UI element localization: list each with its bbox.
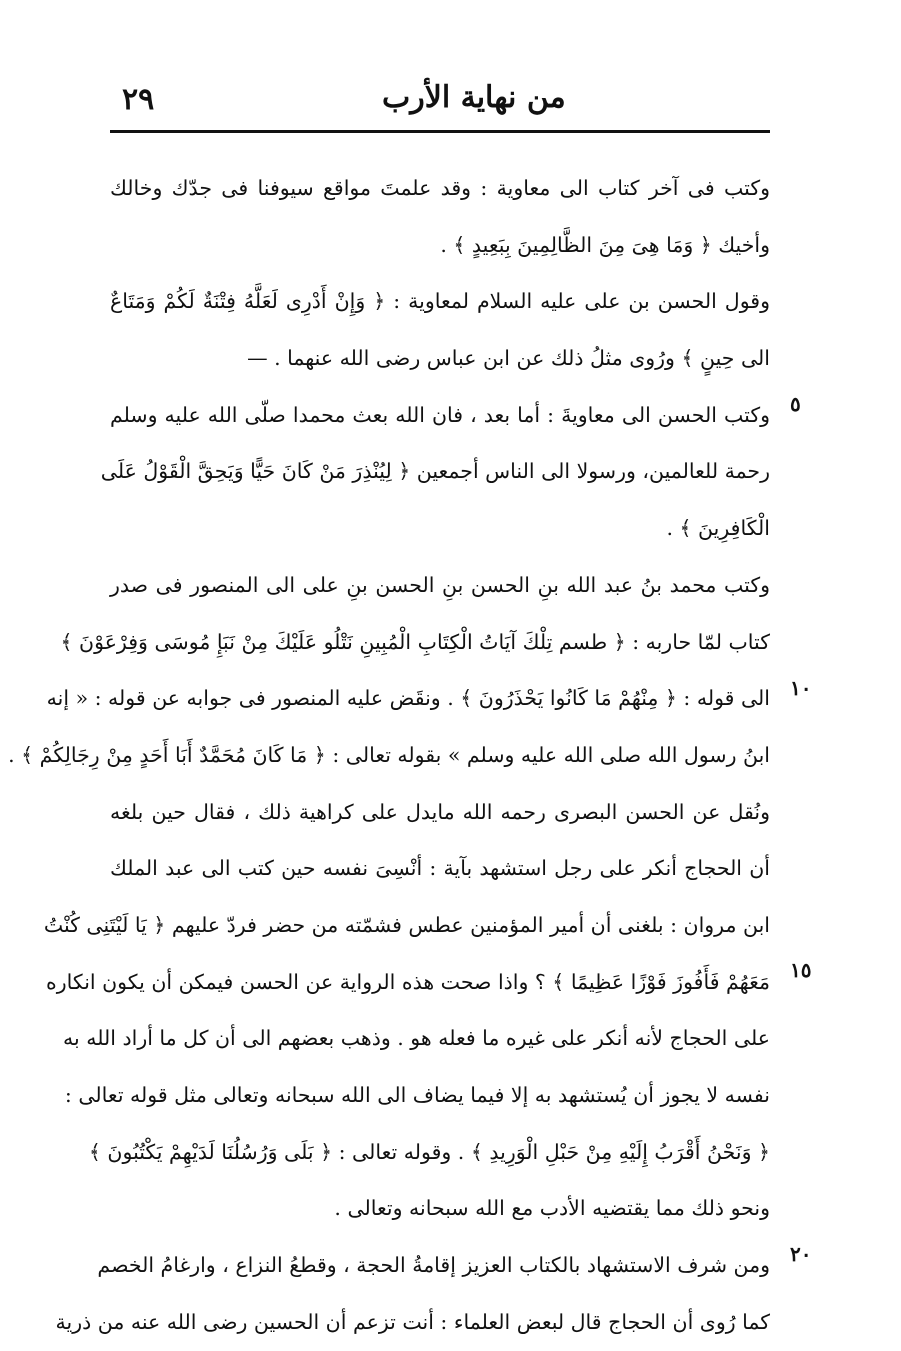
text-line: وكتب الحسن الى معاويةَ : أما بعد ، فان الله بعث محمدا صلّى الله عليه وسلم [110,402,770,427]
text-line: الْكَافِرِينَ ﴾ . [666,516,770,541]
text-line: كتاب لمّا حاربه : ﴿ طسم تِلْكَ آيَاتُ الْكِتَابِ الْمُبِينِ نَتْلُو عَلَيْكَ مِنْ نَبَإِ مُوسَى وَفِرْعَوْنَ ﴾ [60,629,770,654]
text-line: الى قوله : ﴿ مِنْهُمْ مَا كَانُوا يَحْذَرُونَ ﴾ . ونقَض عليه المنصور فى جوابه عن قوله : « إنه [46,686,770,711]
text-line: ابنُ رسول الله صلى الله عليه وسلم » بقوله تعالى : ﴿ مَا كَانَ مُحَمَّدٌ أَبَا أَحَدٍ مِنْ رِجَالِكُمْ ﴾ . [8,742,770,767]
text-line: رحمة للعالمين، ورسولا الى الناس أجمعين ﴿ لِيُنْذِرَ مَنْ كَانَ حَيًّا وَيَحِقَّ الْقَوْلُ عَلَى [100,459,770,484]
text-line: أن الحجاج أنكر على رجل استشهد بآية : أنْسِىَ نفسه حين كتب الى عبد الملك [110,856,770,881]
page-header [110,78,770,124]
margin-line-number-20: ٢٠ [790,1242,812,1266]
text-line: وكتب فى آخر كتاب الى معاوية : وقد علمتَ مواقع سيوفنا فى جدّك وخالك [110,176,770,200]
text-line: ومن شرف الاستشهاد بالكتاب العزيز إقامةُ الحجة ، وقطعُ النزاع ، وارغامُ الخصم [97,1253,770,1278]
text-line: ونحو ذلك مما يقتضيه الأدب مع الله سبحانه وتعالى . [334,1196,770,1221]
margin-line-number-15: ١٥ [790,958,812,982]
text-line: نفسه لا يجوز أن يُستشهد به إلا فيما يضاف الى الله سبحانه وتعالى مثل قوله تعالى : [64,1083,770,1107]
text-line: مَعَهُمْ فَأَفُوزَ فَوْزًا عَظِيمًا ﴾ ؟ واذا صحت هذه الرواية عن الحسن فيمكن أن يكون انكاره [46,969,770,994]
text-line: وأخيك ﴿ وَمَا هِىَ مِنَ الظَّالِمِينَ بِبَعِيدٍ ﴾ . [440,232,770,257]
text-line: ﴿ وَنَحْنُ أَقْرَبُ إِلَيْهِ مِنْ حَبْلِ الْوَرِيدِ ﴾ . وقوله تعالى : ﴿ بَلَى وَرُسُلُنَا لَدَيْهِمْ يَكْتُبُونَ ﴾ [88,1139,770,1164]
text-line: وقول الحسن بن على عليه السلام لمعاوية : ﴿ وَإِنْ أَدْرِى لَعَلَّهُ فِتْنَةٌ لَكُمْ وَمَتَاعٌ [110,289,770,314]
header-rule [110,130,770,133]
text-line: ابن مروان : بلغنى أن أمير المؤمنين عطس فشمّته من حضر فردّ عليهم ﴿ يَا لَيْتَنِى كُنْتُ [43,912,770,937]
running-title: من نهاية الأرب [382,80,566,115]
text-line: ونُقل عن الحسن البصرى رحمه الله مايدل على كراهية ذلك ، فقال حين بلغه [110,799,770,824]
text-line: وكتب محمد بنُ عبد الله بنِ الحسن بنِ الحسن بنِ على الى المنصور فى صدر [110,572,770,597]
text-line: الى حِينٍ ﴾ ورُوى مثلُ ذلك عن ابن عباس رضى الله عنهما . — [247,346,770,371]
main-text [8,160,770,1350]
text-line: كما رُوى أن الحجاج قال لبعض العلماء : أنت تزعم أن الحسين رضى الله عنه من ذرية [55,1309,770,1334]
page-number: ٢٩ [122,82,155,117]
margin-line-number-10: ١٠ [790,676,812,700]
text-line: على الحجاج لأنه أنكر على غيره ما فعله هو . وذهب بعضهم الى أن كل ما أراد الله به [63,1026,770,1051]
margin-line-number-5: ٥ [790,392,801,416]
